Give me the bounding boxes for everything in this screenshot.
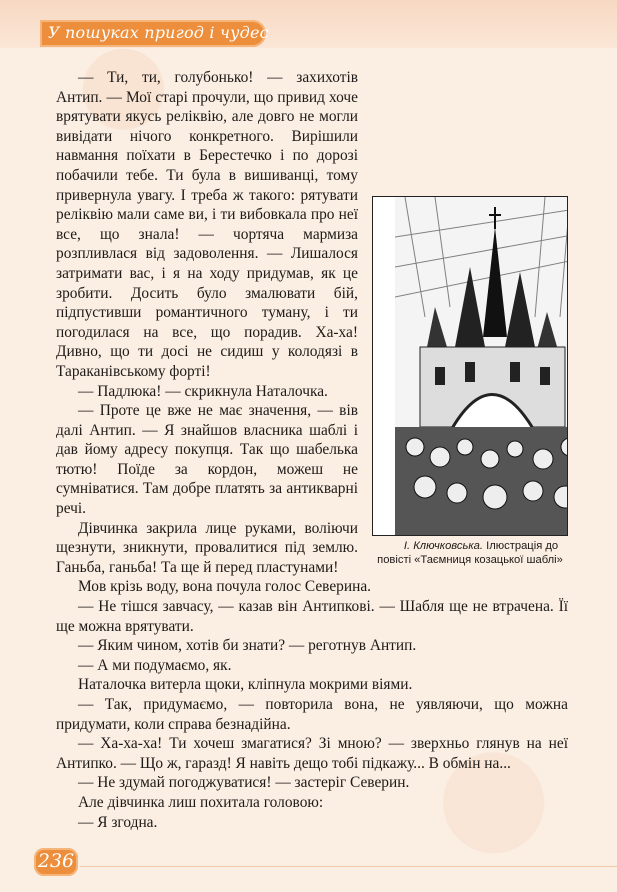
page-number: 236 xyxy=(37,850,75,872)
church-illustration xyxy=(372,196,568,536)
paragraph: Але дівчинка лиш похитала головою: xyxy=(78,793,324,811)
story-text xyxy=(56,68,568,832)
running-header: У пошуках пригод і чудес xyxy=(48,23,269,42)
paragraph: Дівчинка закрила лице руками, воліючи щезнути, зникнути, провалитися під землю. Ганьба, ганьба! Та ще й перед пластунами! xyxy=(56,519,358,576)
paragraph: — Не здумай погоджуватися! — застеріг Северин. xyxy=(78,774,410,792)
figure-caption xyxy=(372,539,568,567)
caption-text: Ілюстрація до повісті «Таємниця козацької шаблі» xyxy=(377,540,563,566)
paragraph: — Проте це вже не має значення, — вів далі Антип. — Я знайшов власника шаблі і дав йому адресу покупця. Так що шабелька тютю! Поїде за кордон, можеш не сумніватися. Там добре платять за антикварні речі. xyxy=(56,402,358,518)
church-drawing xyxy=(395,197,568,535)
paragraph: — Ха-ха-ха! Ти хочеш змагатися? Зі мною? — зверхньо глянув на неї Антипко. — Що ж, гаразд! Я навіть дещо тобі підкажу... В обмін на... xyxy=(56,735,568,772)
paragraph: Мов крізь воду, вона почула голос Северина. xyxy=(78,578,372,596)
paragraph: — А ми подумаємо, як. xyxy=(78,656,232,674)
paragraph-text: — Ти, ти, голубонько! — захихотів Антип. — Мої старі прочули, що привид хоче врятувати якусь реліквію, але довго не могли вивідати нічого конкретного. Вирішили навмання поїхати в Берестечко і по дорозі побачили тебе. Ти була в вишиванці, тому привернула увагу. І треба ж такого: рятувати реліквію мали саме ви, і ти вибовкала про неї все, що знала! — чортяча мармиза розпливлася від задоволення. — Лишалося затримати вас, і я на ходу придумав, як це зробити. Досить було змалювати бій, підпустивши романтичного туману, і ти погодилася на все, що порадив. Ха-ха! Дивно, що ти досі не сидиш у колодязі в Тараканівському форті! xyxy=(56,69,358,380)
paragraph: — Яким чином, хотів би знати? — реготнув Антип. xyxy=(78,637,417,655)
caption-author: І. Ключковська. xyxy=(403,540,483,552)
footer-rule xyxy=(80,866,617,867)
paragraph: — Я згодна. xyxy=(78,813,158,831)
figure xyxy=(372,196,568,572)
paragraph: — Так, придумаємо, — повторила вона, не уявляючи, що можна придумати, коли справа безнадійна. xyxy=(56,696,568,733)
paragraph: — Падлюка! — скрикнула Наталочка. xyxy=(78,382,328,400)
paragraph: — Не тішся завчасу, — казав він Антипкові. — Шабля ще не втрачена. Її ще можна врятувати. xyxy=(56,598,568,635)
paragraph: Наталочка витерла щоки, кліпнула мокрими віями. xyxy=(78,676,413,694)
